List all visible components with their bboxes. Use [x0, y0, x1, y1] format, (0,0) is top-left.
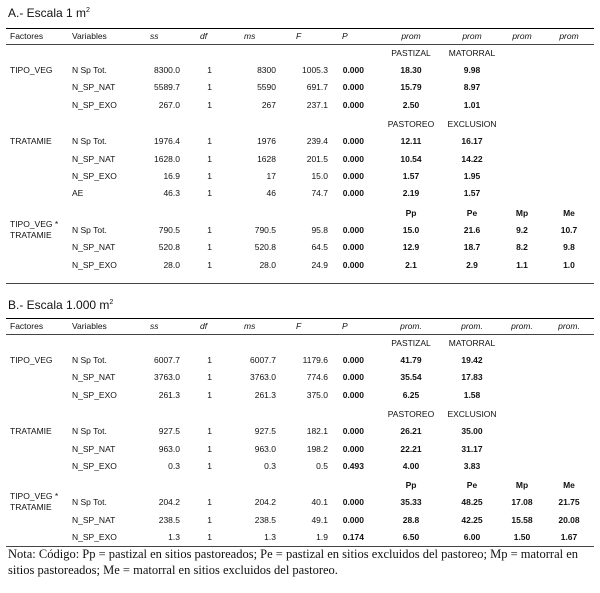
section-title-text: A.- Escala 1 m [8, 6, 87, 20]
cell-p1: 35.54 [400, 372, 422, 383]
cell-v: N_SP_NAT [72, 443, 116, 454]
cell-p1: 6.25 [402, 389, 420, 400]
cell-ms: 8300 [257, 65, 276, 75]
cell-P: 0.000 [342, 224, 364, 235]
group-subheader: PASTIZAL [391, 338, 431, 348]
cell-ss: 790.5 [158, 224, 180, 235]
cell-p1: 41.79 [400, 355, 422, 365]
cell-P: 0.000 [342, 443, 364, 454]
cell-v: N_SP_EXO [72, 389, 117, 400]
cell-p2: 42.25 [461, 514, 483, 525]
cell-p2: 35.00 [461, 426, 483, 437]
cell-p2: 14.22 [461, 153, 483, 164]
group-subheader: Mp [515, 207, 529, 218]
factor-label: TRATAMIE [10, 426, 52, 437]
cell-F: 64.5 [311, 242, 328, 253]
cell-v: N_SP_NAT [72, 153, 116, 164]
cell-df: 1 [207, 259, 212, 270]
section-title-superscript: 2 [86, 7, 90, 14]
column-header-F: F [296, 321, 302, 331]
group-subheader: Me [563, 480, 575, 491]
cell-df: 1 [207, 389, 212, 400]
cell-ms: 0.3 [264, 461, 276, 471]
group-subheader: Pe [466, 207, 478, 218]
cell-F: 40.1 [311, 497, 328, 508]
column-header-p3: prom. [511, 321, 533, 331]
group-subheader: MATORRAL [448, 338, 496, 348]
cell-df: 1 [207, 188, 212, 199]
group-subheader: Mp [515, 480, 529, 491]
group-subheader: PASTIZAL [391, 48, 431, 58]
cell-F: 95.8 [311, 224, 328, 235]
factor-label: TIPO_VEG [10, 355, 53, 365]
cell-P: 0.000 [342, 426, 364, 437]
cell-p2: 31.17 [461, 443, 483, 454]
cell-v: N_SP_NAT [72, 82, 116, 93]
column-header-p1: prom. [400, 321, 422, 331]
cell-ss: 520.8 [158, 242, 180, 253]
cell-p3: 17.08 [511, 497, 533, 508]
cell-p1: 15.79 [400, 82, 422, 93]
cell-p2: 17.83 [461, 372, 483, 383]
cell-ms: 963.0 [254, 443, 276, 454]
cell-ss: 927.5 [158, 426, 180, 437]
column-header-p3: prom [512, 31, 532, 41]
cell-ss: 1.3 [168, 532, 180, 543]
column-header-p4: prom. [558, 321, 580, 331]
cell-ms: 238.5 [254, 514, 276, 525]
cell-v: N_SP_EXO [72, 259, 117, 270]
cell-p4: 21.75 [558, 497, 580, 508]
cell-F: 49.1 [311, 514, 328, 525]
cell-ms: 790.5 [254, 224, 276, 235]
cell-ss: 46.3 [163, 188, 180, 199]
cell-p4: 9.8 [563, 242, 575, 253]
cell-p2: 1.58 [463, 389, 481, 400]
column-header-ss: ss [150, 321, 159, 331]
cell-P: 0.493 [342, 461, 364, 471]
cell-F: 1005.3 [302, 65, 328, 75]
cell-ms: 520.8 [254, 242, 276, 253]
cell-p4: 1.0 [563, 259, 575, 270]
cell-p1: 2.1 [405, 259, 417, 270]
sectionB-top-rule [6, 318, 594, 319]
cell-p2: 6.00 [463, 532, 481, 543]
cell-df: 1 [207, 355, 212, 365]
column-header-df: df [200, 321, 208, 331]
cell-ss: 3763.0 [154, 372, 180, 383]
sectionA-top-rule [6, 28, 594, 29]
cell-p2: 2.9 [466, 259, 478, 270]
cell-ms: 1976 [257, 136, 276, 147]
cell-ss: 5589.7 [154, 82, 180, 93]
cell-p3: 15.58 [511, 514, 533, 525]
cell-p1: 12.11 [400, 136, 422, 147]
group-subheader: PASTOREO [387, 119, 435, 130]
cell-p2: 19.42 [461, 355, 483, 365]
cell-v: N Sp Tot. [72, 136, 107, 147]
sectionB-header-rule [6, 334, 594, 335]
cell-F: 774.6 [306, 372, 328, 383]
sectionA-header-rule [6, 44, 594, 45]
table-footnote: Nota: Código: Pp = pastizal en sitios pastoreados; Pe = pastizal en sitios excluidos del pastoreo; Mp = matorral en sitios pastoreados; Me = matorral en sitios excluidos del pastoreo. [8, 547, 579, 577]
column-header-ms: ms [244, 31, 256, 41]
cell-P: 0.000 [342, 188, 364, 199]
cell-p2: 48.25 [461, 497, 483, 508]
cell-F: 239.4 [306, 136, 328, 147]
cell-df: 1 [207, 532, 212, 543]
column-header-factor: Factores [10, 31, 44, 41]
cell-v: N Sp Tot. [72, 224, 107, 235]
cell-ss: 6007.7 [154, 355, 180, 365]
cell-P: 0.000 [342, 372, 364, 383]
cell-v: N Sp Tot. [72, 497, 107, 508]
cell-ss: 16.9 [163, 171, 180, 181]
cell-ss: 1628.0 [154, 153, 180, 164]
cell-p4: 1.67 [560, 532, 578, 543]
cell-p2: 18.7 [463, 242, 481, 253]
cell-df: 1 [207, 426, 212, 437]
cell-p2: 3.83 [463, 461, 481, 471]
section-title-text: B.- Escala 1.000 m [8, 298, 110, 312]
cell-p2: 1.57 [463, 188, 481, 199]
column-header-P: P [342, 321, 348, 331]
cell-F: 1179.6 [302, 355, 328, 365]
cell-p2: 9.98 [463, 65, 481, 75]
cell-P: 0.000 [342, 136, 364, 147]
cell-v: N_SP_NAT [72, 372, 116, 383]
cell-ss: 1976.4 [154, 136, 180, 147]
cell-ms: 6007.7 [250, 355, 276, 365]
cell-p1: 1.57 [402, 171, 420, 181]
cell-ss: 238.5 [158, 514, 180, 525]
cell-v: N_SP_EXO [72, 171, 117, 181]
cell-p1: 12.9 [402, 242, 420, 253]
cell-df: 1 [207, 242, 212, 253]
column-header-v: Variables [72, 31, 107, 41]
group-subheader: EXCLUSION [447, 409, 497, 420]
column-header-p2: prom. [461, 321, 483, 331]
cell-ss: 0.3 [168, 461, 180, 471]
cell-F: 375.0 [306, 389, 328, 400]
cell-F: 74.7 [311, 188, 328, 199]
cell-P: 0.000 [342, 65, 364, 75]
cell-ms: 28.0 [259, 259, 276, 270]
cell-F: 15.0 [311, 171, 328, 181]
cell-df: 1 [207, 153, 212, 164]
group-subheader: Pe [466, 480, 478, 491]
cell-ms: 204.2 [254, 497, 276, 508]
cell-p2: 1.95 [463, 171, 481, 181]
column-header-df: df [200, 31, 208, 41]
cell-p1: 22.21 [400, 443, 422, 454]
cell-p1: 26.21 [400, 426, 422, 437]
cell-ss: 261.3 [158, 389, 180, 400]
cell-ms: 927.5 [254, 426, 276, 437]
sectionA-bottom-rule [6, 283, 594, 284]
cell-p4: 20.08 [558, 514, 580, 525]
cell-p1: 15.0 [402, 224, 420, 235]
group-subheader: Me [563, 207, 575, 218]
group-subheader: EXCLUSION [447, 119, 497, 130]
column-header-ss: ss [150, 31, 159, 41]
cell-F: 198.2 [306, 443, 328, 454]
cell-p1: 28.8 [402, 514, 420, 525]
cell-F: 1.9 [316, 532, 328, 543]
cell-P: 0.000 [342, 514, 364, 525]
cell-F: 691.7 [306, 82, 328, 93]
cell-F: 201.5 [306, 153, 328, 164]
sectionB-title [8, 298, 113, 312]
cell-v: AE [72, 188, 84, 199]
cell-ss: 204.2 [158, 497, 180, 508]
cell-p2: 8.97 [463, 82, 481, 93]
column-header-F: F [296, 31, 302, 41]
cell-P: 0.000 [342, 242, 364, 253]
cell-df: 1 [207, 99, 212, 110]
cell-p1: 10.54 [400, 153, 422, 164]
cell-ss: 8300.0 [154, 65, 180, 75]
cell-P: 0.000 [342, 82, 364, 93]
cell-v: N_SP_NAT [72, 242, 116, 253]
column-header-p2: prom [462, 31, 482, 41]
cell-p3: 1.50 [513, 532, 531, 543]
cell-df: 1 [207, 171, 212, 181]
factor-label: TIPO_VEG [10, 65, 53, 75]
cell-df: 1 [207, 372, 212, 383]
sectionA-title [8, 6, 90, 20]
cell-P: 0.000 [342, 153, 364, 164]
cell-p1: 18.30 [400, 65, 422, 75]
cell-v: N_SP_NAT [72, 514, 116, 525]
cell-ms: 261.3 [254, 389, 276, 400]
cell-p3: 8.2 [516, 242, 528, 253]
factor-label: TIPO_VEG * TRATAMIE [10, 218, 59, 240]
cell-F: 24.9 [311, 259, 328, 270]
cell-ms: 1.3 [264, 532, 276, 543]
factor-label: TIPO_VEG * TRATAMIE [10, 491, 59, 513]
cell-p4: 10.7 [560, 224, 578, 235]
column-header-v: Variables [72, 321, 107, 331]
column-header-p1: prom [401, 31, 421, 41]
cell-p2: 16.17 [461, 136, 483, 147]
cell-ss: 28.0 [163, 259, 180, 270]
cell-ms: 3763.0 [250, 372, 276, 383]
cell-df: 1 [207, 443, 212, 454]
cell-v: N_SP_EXO [72, 532, 117, 543]
cell-P: 0.000 [342, 171, 364, 181]
cell-ss: 267.0 [158, 99, 180, 110]
cell-df: 1 [207, 461, 212, 471]
cell-p1: 35.33 [400, 497, 422, 508]
cell-ms: 1628 [257, 153, 276, 164]
cell-F: 182.1 [306, 426, 328, 437]
cell-ms: 5590 [257, 82, 276, 93]
cell-df: 1 [207, 82, 212, 93]
cell-df: 1 [207, 514, 212, 525]
cell-P: 0.000 [342, 259, 364, 270]
column-header-ms: ms [244, 321, 256, 331]
cell-P: 0.174 [342, 532, 364, 543]
factor-label: TRATAMIE [10, 136, 52, 147]
cell-p3: 9.2 [516, 224, 528, 235]
group-subheader: PASTOREO [387, 409, 435, 420]
cell-ss: 963.0 [158, 443, 180, 454]
cell-ms: 17 [266, 171, 276, 181]
cell-p1: 2.19 [402, 188, 420, 199]
cell-v: N Sp Tot. [72, 65, 107, 75]
cell-v: N Sp Tot. [72, 355, 107, 365]
cell-F: 0.5 [316, 461, 328, 471]
cell-F: 237.1 [306, 99, 328, 110]
cell-df: 1 [207, 224, 212, 235]
group-subheader: Pp [405, 480, 417, 491]
cell-p1: 2.50 [402, 99, 420, 110]
cell-P: 0.000 [342, 497, 364, 508]
cell-df: 1 [207, 65, 212, 75]
cell-P: 0.000 [342, 99, 364, 110]
group-subheader: Pp [405, 207, 417, 218]
cell-P: 0.000 [342, 355, 364, 365]
cell-v: N_SP_EXO [72, 99, 117, 110]
section-title-superscript: 2 [109, 299, 114, 306]
column-header-factor: Factores [10, 321, 44, 331]
cell-P: 0.000 [342, 389, 364, 400]
cell-df: 1 [207, 497, 212, 508]
column-header-P: P [342, 31, 348, 41]
cell-p2: 1.01 [463, 99, 481, 110]
cell-p3: 1.1 [516, 259, 528, 270]
cell-v: N_SP_EXO [72, 461, 117, 471]
cell-ms: 267 [261, 99, 276, 110]
group-subheader: MATORRAL [448, 48, 496, 58]
column-header-p4: prom [559, 31, 579, 41]
cell-p1: 4.00 [402, 461, 420, 471]
cell-v: N Sp Tot. [72, 426, 107, 437]
cell-ms: 46 [266, 188, 276, 199]
cell-df: 1 [207, 136, 212, 147]
cell-p2: 21.6 [463, 224, 481, 235]
cell-p1: 6.50 [402, 532, 420, 543]
